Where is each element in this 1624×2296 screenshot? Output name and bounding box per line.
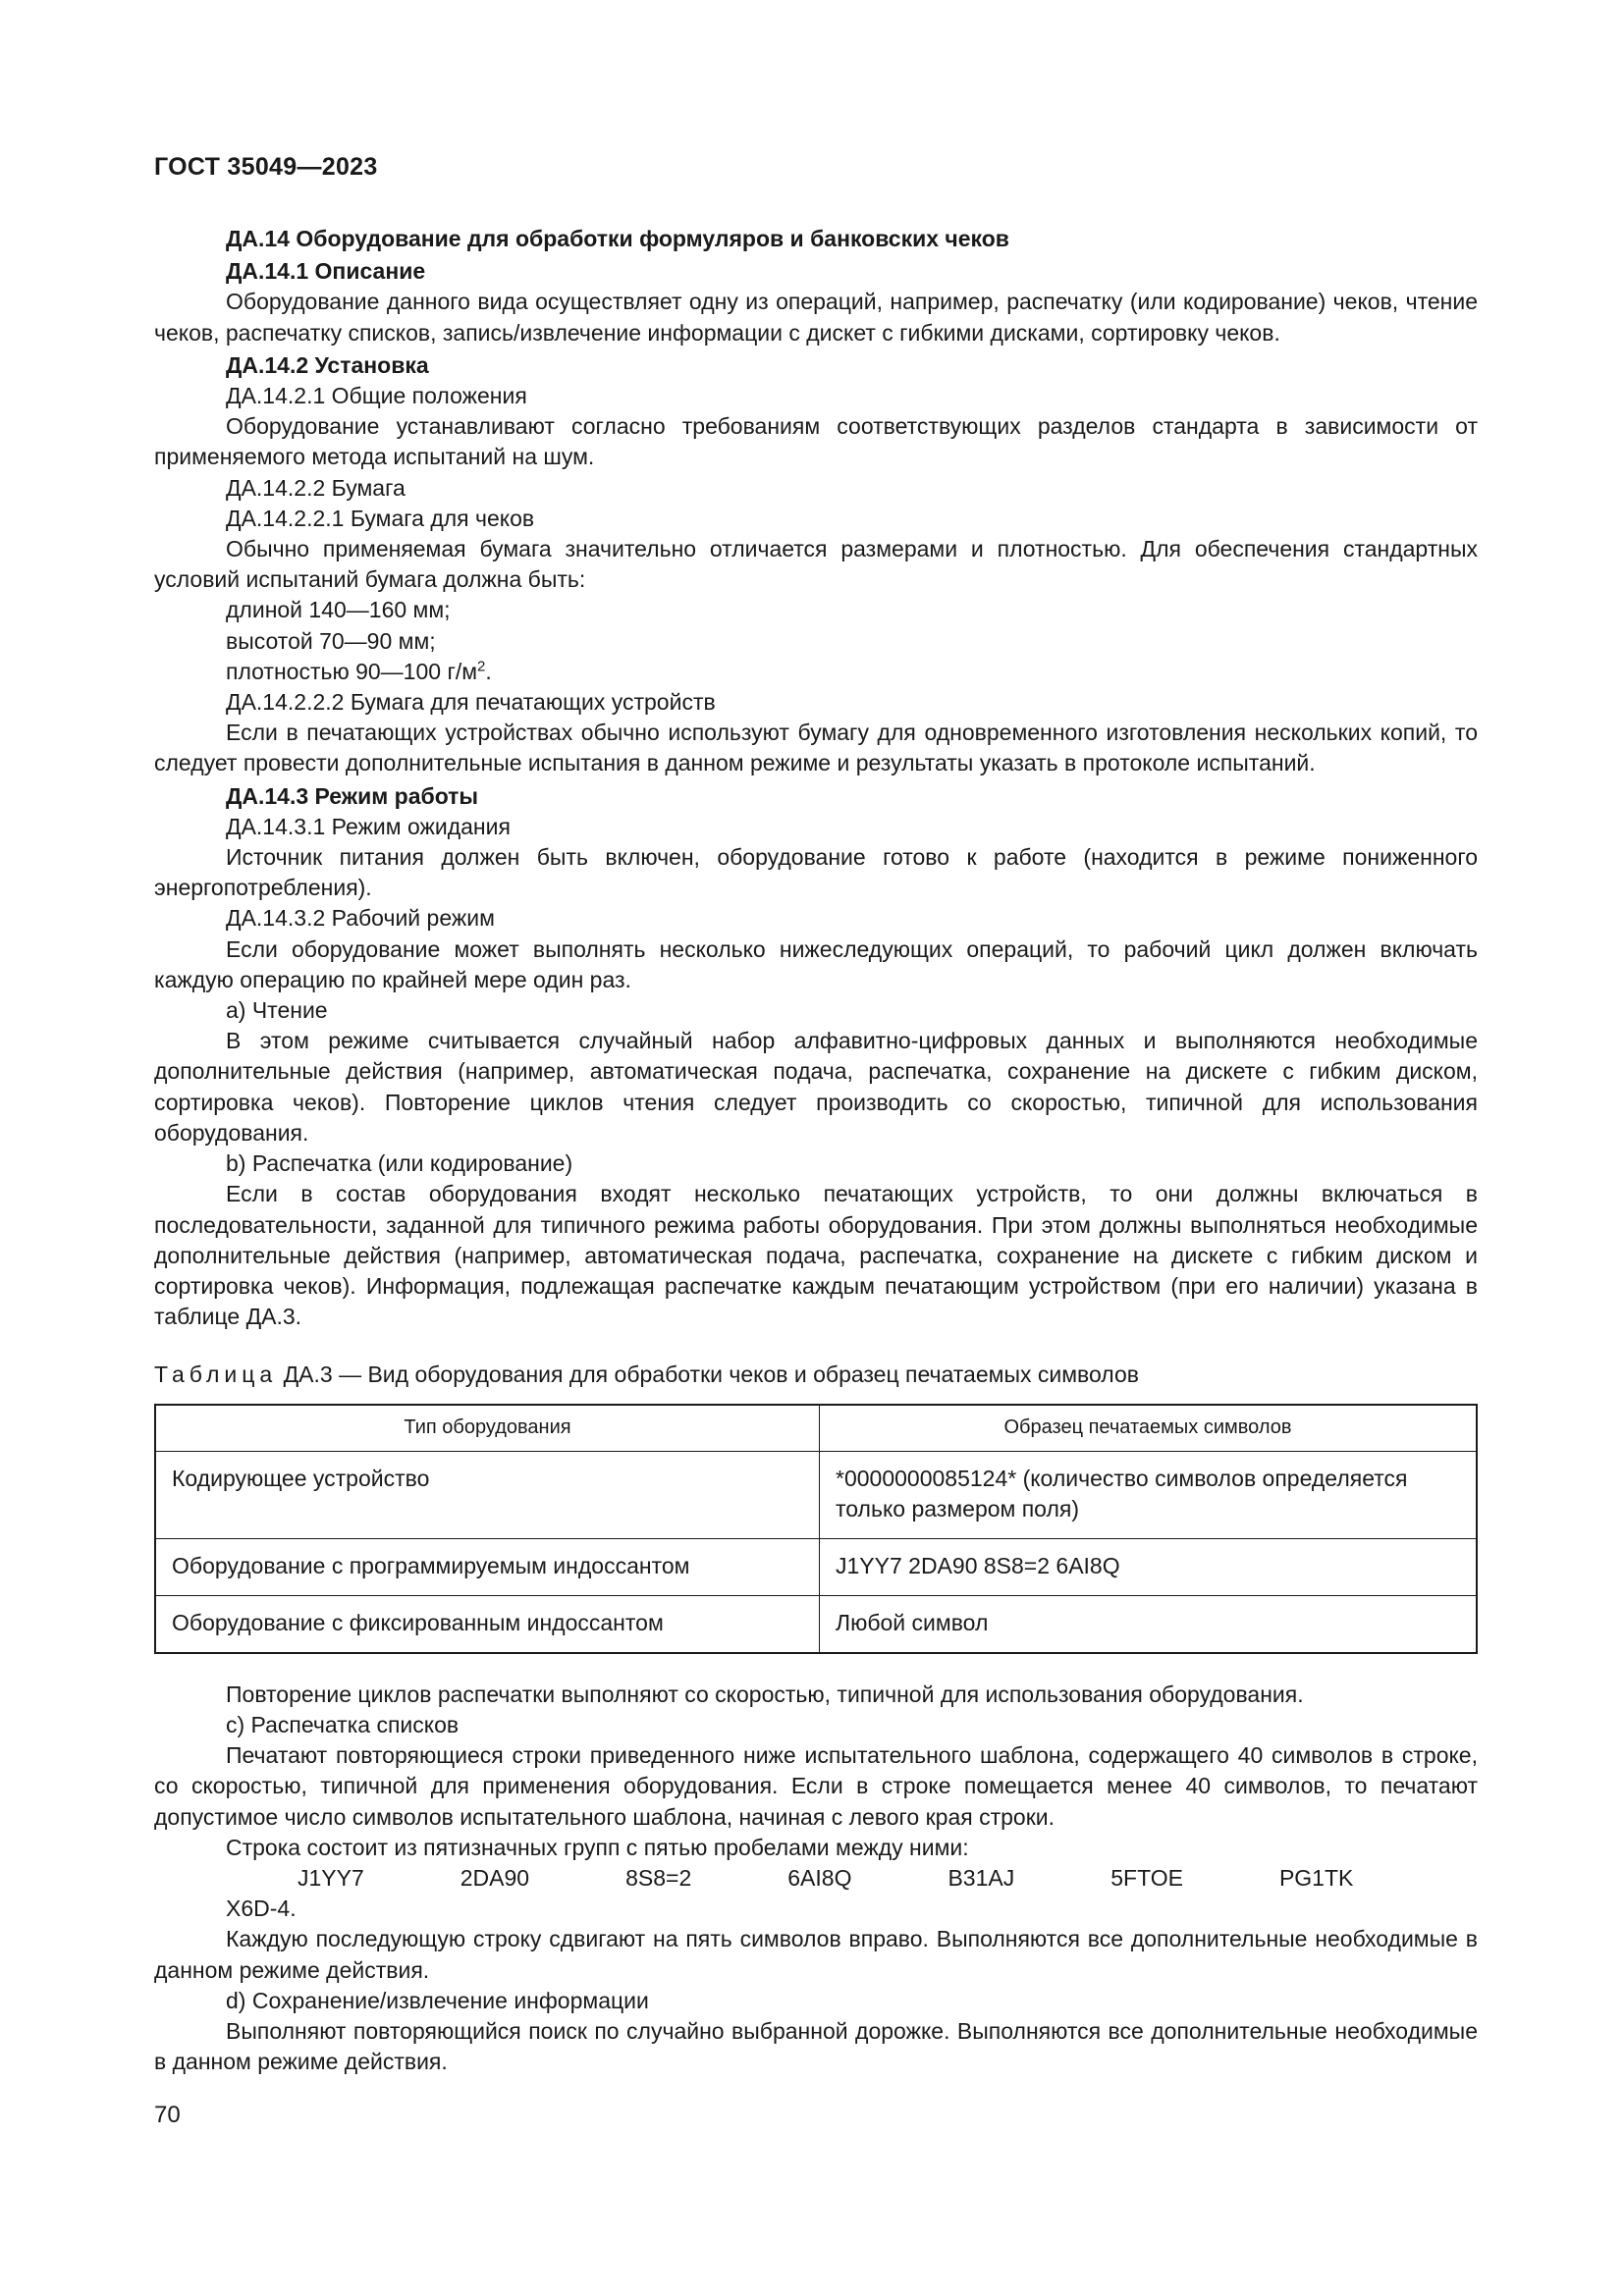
- table-header-row: [155, 1405, 1477, 1452]
- subsection-title: ДА.14.1 Описание: [226, 258, 426, 285]
- table-caption-label: Таблица: [154, 1362, 278, 1388]
- clause-title: ДА.14.3.2 Рабочий режим: [226, 905, 495, 932]
- subsection-title: ДА.14.2 Установка: [226, 351, 429, 378]
- pattern-group: X6D-4.: [226, 1896, 297, 1922]
- page-number: 70: [154, 2102, 181, 2128]
- table-cell: Любой символ: [820, 1595, 1478, 1653]
- paragraph: Оборудование устанавливают согласно требованиям соответствующих разделов стандарта в зависимости от применяемого метода испытаний на шум.: [154, 413, 1478, 470]
- clause-title: ДА.14.2.2 Бумага: [226, 474, 406, 501]
- subsection-title: ДА.14.3 Режим работы: [226, 782, 479, 809]
- paragraph: Повторение циклов распечатки выполняют со скоростью, типичной для использования оборудования.: [226, 1681, 1304, 1707]
- table-cell: Оборудование с программируемым индоссантом: [155, 1538, 820, 1595]
- table-row: [155, 1595, 1477, 1653]
- test-pattern-line: [154, 1863, 1478, 1924]
- paragraph: Обычно применяемая бумага значительно отличается размерами и плотностью. Для обеспечения стандартных условий испытаний бумага должна быть:: [154, 536, 1478, 593]
- pattern-group: 2DA90: [460, 1864, 530, 1891]
- density-exponent: 2: [477, 658, 486, 675]
- pattern-group: J1YY7: [298, 1864, 364, 1891]
- page-content: [154, 224, 1478, 2077]
- list-item: высотой 70—90 мм;: [226, 627, 436, 654]
- clause-title: ДА.14.2.2.1 Бумага для чеков: [226, 505, 535, 531]
- paragraph: Каждую последующую строку сдвигают на пять символов вправо. Выполняются все дополнительные необходимые в данном режиме действия.: [154, 1926, 1478, 1983]
- clause-title: ДА.14.2.1 Общие положения: [226, 383, 527, 409]
- pattern-group: 6AI8Q: [787, 1864, 852, 1891]
- column-header: Тип оборудования: [155, 1405, 820, 1452]
- item-title: с) Распечатка списков: [226, 1711, 460, 1737]
- pattern-group: B31AJ: [947, 1864, 1015, 1891]
- list-item: [154, 657, 1478, 687]
- table-caption: [154, 1360, 1478, 1390]
- paragraph: Выполняют повторяющийся поиск по случайно выбранной дорожке. Выполняются все дополнительные необходимые в данном режиме действия.: [154, 2017, 1478, 2075]
- item-title: d) Сохранение/извлечение информации: [226, 1987, 649, 2013]
- table-row: [155, 1538, 1477, 1595]
- density-end: .: [485, 658, 492, 684]
- table-cell: *0000000085124* (количество символов определяется только размером поля): [820, 1451, 1478, 1538]
- paragraph: Источник питания должен быть включен, оборудование готово к работе (находится в режиме пониженного энергопотребления).: [154, 844, 1478, 901]
- clause-title: ДА.14.3.1 Режим ожидания: [226, 813, 511, 839]
- paragraph: Если в состав оборудования входят несколько печатающих устройств, то они должны включаться в последовательности, заданной для типичного режима работы оборудования. При этом должны выполняться необходимые дополнительные действия (например, автоматическая подача, распечатка, сохранение на дискете с гибким диском и сортировка чеков). Информация, подлежащая распечатке каждым печатающим устройством (при его наличии) указана в таблице ДА.3.: [154, 1181, 1478, 1330]
- equipment-table: [154, 1404, 1478, 1654]
- item-title: b) Распечатка (или кодирование): [226, 1150, 573, 1177]
- paragraph: Печатают повторяющиеся строки приведенного ниже испытательного шаблона, содержащего 40 символов в строке, со скоростью, типичной для применения оборудования. Если в строке помещается менее 40 символов, то печатают допустимое число символов испытательного шаблона, начиная с левого края строки.: [154, 1742, 1478, 1830]
- table-cell: Кодирующее устройство: [155, 1451, 820, 1538]
- list-item: длиной 140—160 мм;: [226, 597, 451, 623]
- table-caption-text: ДА.3 — Вид оборудования для обработки чеков и образец печатаемых символов: [277, 1362, 1139, 1388]
- standard-header: ГОСТ 35049—2023: [154, 153, 378, 181]
- paragraph: Если в печатающих устройствах обычно используют бумагу для одновременного изготовления нескольких копий, то следует провести дополнительные испытания в данном режиме и результаты указать в протоколе испытаний.: [154, 720, 1478, 776]
- paragraph: Строка состоит из пятизначных групп с пятью пробелами между ними:: [226, 1834, 969, 1860]
- table-row: [155, 1451, 1477, 1538]
- paragraph: В этом режиме считывается случайный набор алфавитно-цифровых данных и выполняются необходимые дополнительные действия (например, автоматическая подача, распечатка, сохранение на дискете с гибким диском, сортировка чеков). Повторение циклов чтения следует производить со скоростью, типичной для использования оборудования.: [154, 1028, 1478, 1146]
- table-cell: J1YY7 2DA90 8S8=2 6AI8Q: [820, 1538, 1478, 1595]
- item-title: а) Чтение: [226, 997, 328, 1024]
- paragraph: Если оборудование может выполнять несколько нижеследующих операций, то рабочий цикл должен включать каждую операцию по крайней мере один раз.: [154, 935, 1478, 992]
- density-text: плотностью 90—100 г/м: [226, 658, 478, 684]
- pattern-group: PG1TK: [1278, 1864, 1354, 1891]
- pattern-group: 8S8=2: [625, 1864, 692, 1891]
- clause-title: ДА.14.2.2.2 Бумага для печатающих устройств: [226, 689, 716, 716]
- table-cell: Оборудование с фиксированным индоссантом: [155, 1595, 820, 1653]
- column-header: Образец печатаемых символов: [820, 1405, 1478, 1452]
- section-title: ДА.14 Оборудование для обработки формуляров и банковских чеков: [226, 226, 1009, 251]
- paragraph: Оборудование данного вида осуществляет одну из операций, например, распечатку (или кодирование) чеков, чтение чеков, распечатку списков, запись/извлечение информации с дискет с гибкими дисками, сортировку чеков.: [154, 289, 1478, 346]
- pattern-group: 5FTOE: [1110, 1864, 1183, 1891]
